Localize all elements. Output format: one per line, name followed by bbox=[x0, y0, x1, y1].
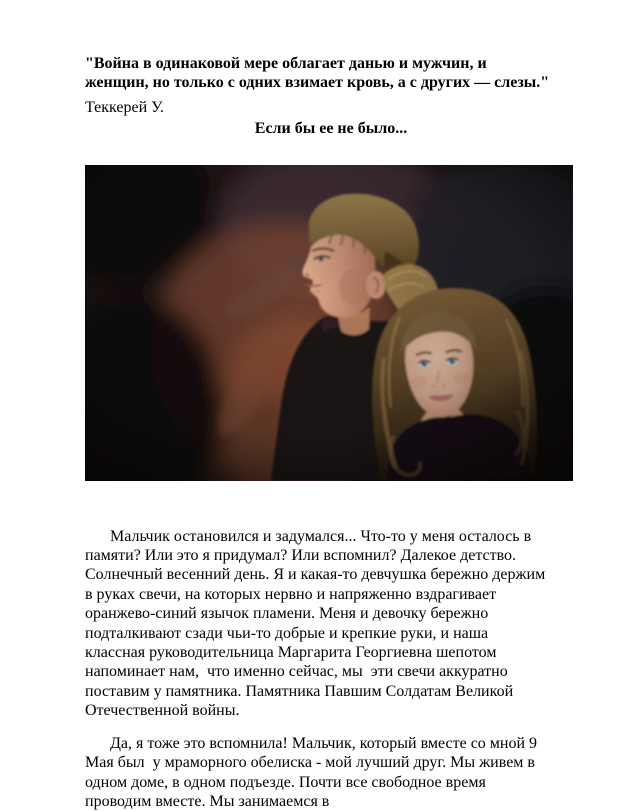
body-paragraph-1: Мальчик остановился и задумался... Что-то у меня осталось в памяти? Или это я придумал? Или вспомнил? Далекое детство. Солнечный весенний день. Я и какая-то девчушка бережно держим в руках свечи, на которых нервно и напряженно вздрагивает оранжево-синий язычок пламени. Меня и девочку бережно подталкивают сзади чьи-то добрые и крепкие руки, и наша классная руководительница Маргарита Георгиевна шепотом напоминает нам, что именно сейчас, мы эти свечи аккуратно поставим у памятника. Памятника Павшим Солдатам Великой Отечественной войны. bbox=[85, 527, 550, 720]
portrait-illustration bbox=[85, 165, 573, 481]
epigraph-author: Теккерей У. bbox=[85, 98, 164, 116]
portrait-image bbox=[85, 165, 573, 481]
vignette-overlay bbox=[85, 165, 573, 481]
body-paragraph-2: Да, я тоже это вспомнила! Мальчик, который вместе со мной 9 Мая был у мраморного обелиска - мой лучший друг. Мы живем в одном доме, в одном подъезде. Почти все свободное время проводим вместе. Мы занимаемся в bbox=[85, 734, 542, 810]
epigraph-quote: "Война в одинаковой мере облагает данью и мужчин, и женщин, но только с одних взимает кровь, а с других — слезы." bbox=[85, 55, 550, 92]
essay-title: Если бы ее не было... bbox=[254, 120, 408, 138]
